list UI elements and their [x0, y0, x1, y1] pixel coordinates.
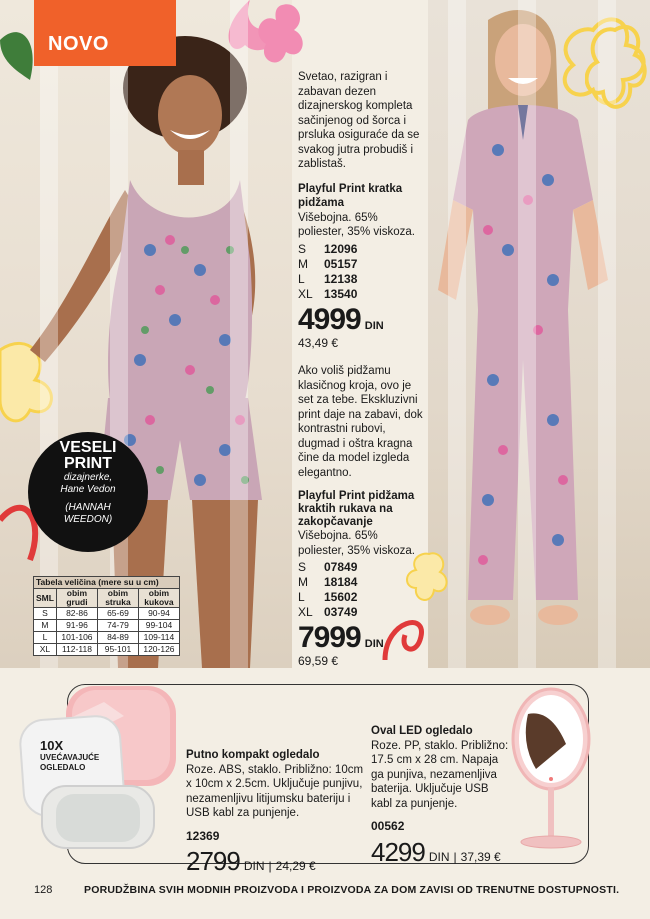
designer-badge-line: (HANNAH — [65, 502, 111, 513]
table-row — [34, 644, 180, 656]
compact-mirror-code: 12369 — [186, 828, 220, 843]
magnifying-label-big: 10X — [40, 738, 64, 753]
price-separator: | — [453, 849, 457, 864]
designer-badge-line: dizajnerke, — [63, 472, 113, 483]
compact-mirror-price — [186, 845, 366, 877]
table-cell: 82-86 — [56, 608, 97, 620]
size-label: XL — [298, 605, 313, 619]
product-code: 07849 — [324, 560, 358, 574]
designer-badge-line: WEEDON) — [63, 514, 113, 525]
size-row — [298, 242, 423, 257]
size-table-caption: Tabela veličina (mere su u cm) — [34, 577, 180, 589]
oval-mirror-text — [371, 724, 511, 868]
price-value: 2799 — [186, 846, 240, 876]
table-cell: 90-94 — [138, 608, 179, 620]
table-cell: 99-104 — [138, 620, 179, 632]
novo-badge: NOVO — [34, 0, 176, 66]
table-cell: 91-96 — [56, 620, 97, 632]
size-table-header: SML — [34, 589, 57, 608]
price-currency: DIN — [428, 849, 450, 864]
table-cell: 65-69 — [97, 608, 138, 620]
price-value: 4299 — [371, 836, 425, 867]
size-row — [298, 257, 423, 272]
designer-badge-line: PRINT — [64, 455, 112, 472]
size-row — [298, 590, 423, 605]
table-cell: 84-89 — [97, 632, 138, 644]
compact-mirror-details: Roze. ABS, staklo. Približno: 10cm x 10cm x 2.5cm. Uključuje punjivu, nezamenljivu litijumsku bateriju i USB kabl za punjenje. — [186, 763, 364, 819]
model-shorts-photo — [0, 0, 292, 668]
size-label: XL — [298, 286, 313, 301]
product-code: 12138 — [324, 271, 358, 286]
oval-mirror-image — [506, 684, 596, 864]
product-pajama-price — [298, 622, 423, 654]
size-table-header: obim struka — [97, 589, 138, 608]
page-footer — [0, 876, 650, 904]
price-separator: | — [268, 859, 272, 873]
product-shorts-text — [298, 70, 423, 350]
pink-flower-decoration — [252, 0, 312, 80]
oval-mirror-title: Oval LED ogledalo — [371, 725, 473, 737]
size-row — [298, 287, 423, 302]
product-shorts-price — [298, 304, 423, 336]
product-code: 15602 — [324, 590, 358, 604]
size-label: M — [298, 256, 308, 271]
product-shorts-details: Višebojna. 65% poliester, 35% viskoza. — [298, 211, 415, 238]
product-code: 03749 — [324, 605, 358, 619]
designer-badge — [28, 432, 148, 552]
oval-mirror-code: 00562 — [371, 819, 405, 833]
table-cell: 101-106 — [56, 632, 97, 644]
price-currency: DIN — [364, 638, 384, 650]
size-label: L — [298, 590, 305, 604]
table-row — [34, 632, 180, 644]
product-code: 05157 — [324, 256, 358, 271]
price-eur: 69,59 € — [298, 654, 339, 668]
size-table-header: obim kukova — [138, 589, 179, 608]
page-number: 128 — [34, 884, 53, 896]
size-row — [298, 272, 423, 287]
compact-mirror-text — [186, 748, 366, 877]
product-pajama-description: Ako voliš pidžamu klasičnog kroja, ovo je set za tebe. Ekskluzivni print daje na zabavi, dok kontrastni rubovi, dugmad i oštra kragna čine da model izgleda elegantno. — [298, 365, 423, 479]
size-row — [298, 560, 423, 575]
size-label: S — [298, 241, 307, 256]
price-eur: 24,29 € — [275, 859, 316, 873]
designer-badge-line: Hane Vedon — [60, 484, 116, 495]
magnifying-label — [40, 738, 120, 773]
product-shorts-title: Playful Print kratka pidžama — [298, 182, 403, 209]
table-cell: 109-114 — [138, 632, 179, 644]
size-label: S — [298, 560, 307, 574]
magnifying-label-small: UVEĆAVAJUĆE OGLEDALO — [40, 753, 100, 772]
price-currency: DIN — [243, 859, 265, 873]
size-label: L — [298, 271, 305, 286]
availability-note: PORUDŽBINA SVIH MODNIH PROIZVODA I PROIZVODA ZA DOM ZAVISI OD TRENUTNE DOSTUPNOSTI. — [84, 884, 620, 896]
product-code: 18184 — [324, 575, 358, 589]
size-label: M — [298, 575, 308, 589]
price-eur: 37,39 € — [460, 849, 501, 864]
table-cell: 120-126 — [138, 644, 179, 656]
table-cell: XL — [34, 644, 57, 656]
table-cell: 74-79 — [97, 620, 138, 632]
product-pajama-details: Višebojna. 65% poliester, 35% viskoza. — [298, 530, 415, 557]
price-value: 7999 — [298, 621, 361, 654]
table-cell: S — [34, 608, 57, 620]
product-pajama-title: Playful Print pidžama kraktih rukava na zakopčavanje — [298, 490, 415, 528]
designer-badge-line: VESELI — [59, 439, 117, 456]
compact-mirror-title: Putno kompakt ogledalo — [186, 749, 320, 761]
table-row — [34, 620, 180, 632]
size-row — [298, 605, 423, 620]
table-cell: L — [34, 632, 57, 644]
oval-mirror-details: Roze. PP, staklo. Približno: 17.5 cm x 28 cm. Napaja ga punjiva, nezamenljiva baterija. Uključuje USB kabl za punjenje. — [371, 739, 509, 810]
table-cell: 95-101 — [97, 644, 138, 656]
size-row — [298, 575, 423, 590]
price-currency: DIN — [364, 319, 384, 332]
product-shorts-sizes — [298, 242, 423, 302]
price-value: 4999 — [298, 302, 361, 336]
size-table — [33, 576, 180, 656]
oval-mirror-price — [371, 836, 511, 868]
product-shorts-description: Svetao, razigran i zabavan dezen dizajnerskog kompleta sačinjenog od šorca i prsluka osiguraće da se svakog jutra probudiš i zablistaš. — [298, 71, 420, 170]
product-code: 13540 — [324, 286, 358, 301]
size-table-header: obim grudi — [56, 589, 97, 608]
table-cell: 112-118 — [56, 644, 97, 656]
product-pajama-text — [298, 364, 423, 669]
yellow-flower-decoration — [585, 20, 649, 130]
product-pajama-sizes — [298, 560, 423, 620]
table-row — [34, 608, 180, 620]
table-cell: M — [34, 620, 57, 632]
product-code: 12096 — [324, 241, 358, 256]
price-eur: 43,49 € — [298, 335, 339, 350]
